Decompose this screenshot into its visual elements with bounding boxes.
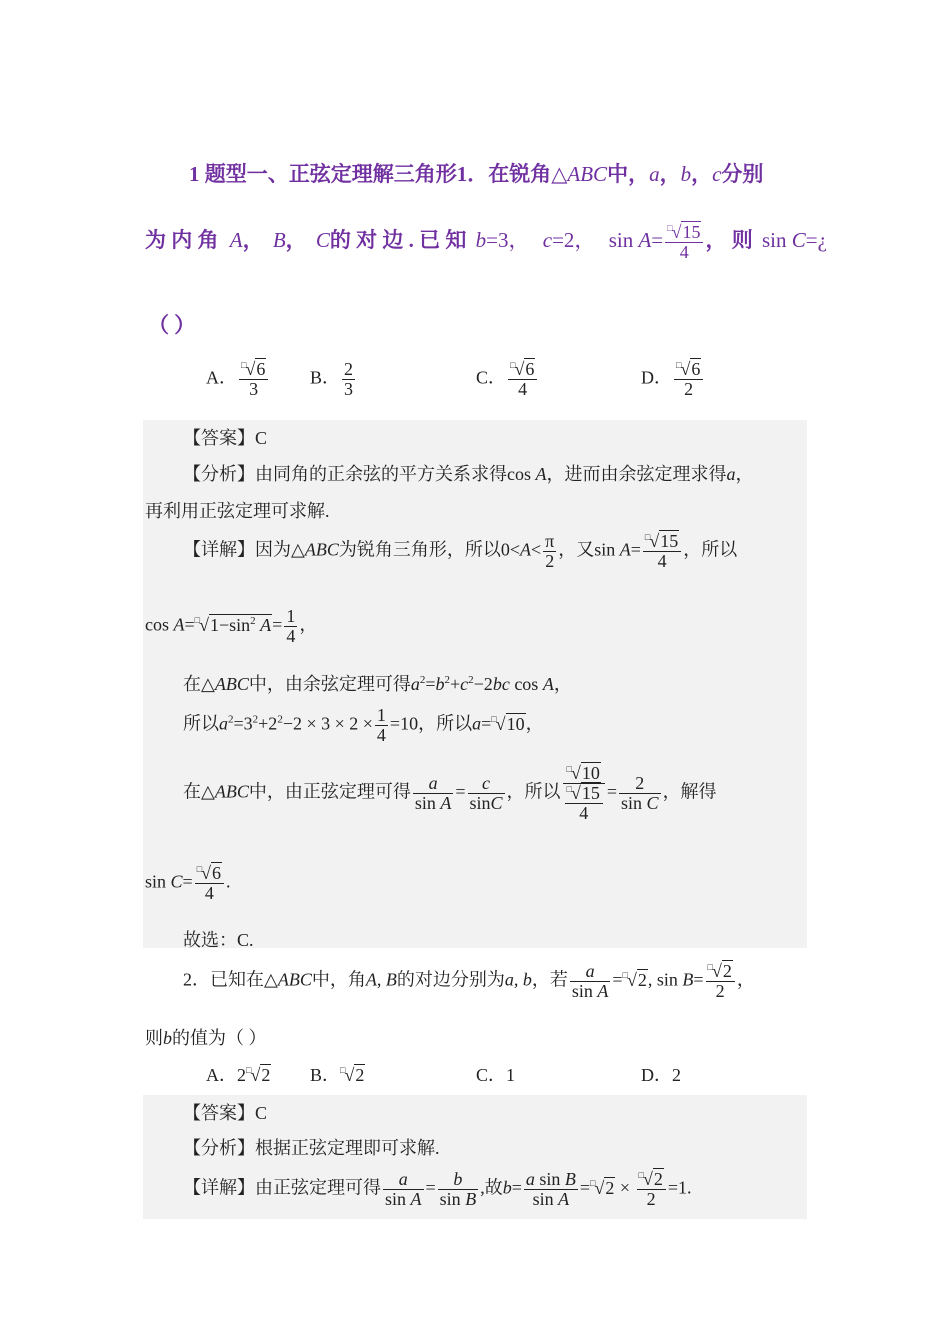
q1-analysis-line2: 再利用正弦定理可求解.: [145, 501, 330, 521]
q1-detail-line1: 【详解】因为△ABC为锐角三角形，所以0<A< $\frac{\pi}{2}$ ，又sin A= $\frac{^□√15}{4}$ ，所以: [183, 531, 738, 571]
q1-choice: 故选：C.: [183, 930, 254, 950]
q1-final-line: sin C= $\frac{^□√6}{4}$ .: [145, 863, 231, 903]
q2-option-b[interactable]: B．□√2: [310, 1065, 365, 1085]
q1-cosine-law-line: 在△ABC中，由余弦定理可得$a^2=b^2+c^2-2bc$ cos A，: [183, 674, 572, 694]
q1-option-c[interactable]: C． $\frac{^□√6}{4}$: [476, 360, 539, 399]
q1-analysis-line1: 【分析】由同角的正余弦的平方关系求得cos A，进而由余弦定理求得a，: [183, 464, 754, 484]
q2-stem-line1: 2．已知在△ABC中，角A, B的对边分别为a, b，若 $\frac{a}{\text{sin A}}$ =□√2, sin B= $\frac{^□√2}{2}$ ，: [183, 961, 755, 1001]
q1-compute-a-line: 所以$a^2=3^2+2^2-2 \times 3 \times 2$ × $\frac{1}{4}$ =10，所以a=□√10，: [183, 705, 544, 745]
q2-analysis: 【分析】根据正弦定理即可求解.: [183, 1138, 440, 1158]
q2-detail: 【详解】由正弦定理可得 $\frac{a}{\text{sin A}}$ = $\frac{b}{\text{sin B}}$ ,故b= $\frac{\text{a sin B}}{\text{sin A}}$ =□√2 × $\frac{^□√2}{2}$ =1.: [183, 1169, 692, 1209]
q1-stem-line1: 1 题型一、正弦定理解三角形1．在锐角△ABC中，a，b，c分别: [189, 162, 764, 186]
q2-stem-line2: 则b的值为（ ）: [145, 1028, 267, 1048]
q1-option-a[interactable]: A． $\frac{^□√6}{3}$: [206, 360, 270, 399]
q1-answer: 【答案】C: [183, 428, 268, 448]
q2-option-a[interactable]: A．2□√2: [206, 1065, 271, 1085]
q1-sine-law-line: 在△ABC中，由正弦定理可得 $\frac{a}{\text{sin A}}$ = $\frac{c}{\sin C}$ ，所以 $\frac{^□√10}{\frac{^□√15}{4}}$ = $\frac{2}{\text{sin C}}$ ，解得: [183, 763, 717, 823]
q1-answer-parens: （ ）: [148, 313, 196, 337]
q2-answer: 【答案】C: [183, 1103, 268, 1123]
q1-sinA-fraction: $\frac{^□√15}{4}$: [665, 223, 703, 262]
q1-cos-line: $\cos A=^□√1-\sin^2$ A= $\frac{1}{4}$ ，: [145, 606, 318, 646]
q1-option-b[interactable]: B． $\frac{2}{3}$: [310, 359, 354, 399]
q1-option-d[interactable]: D． $\frac{^□√6}{2}$: [641, 360, 705, 399]
q1-stem-line2: 为 内 角 A， B， C的 对 边 . 已 知 b=3， c=2， sin A= $\frac{^□√15}{4}$ ， 则 sin C=¿: [145, 222, 827, 262]
q2-option-d[interactable]: D．2: [641, 1065, 681, 1085]
q2-option-c[interactable]: C．1: [476, 1065, 516, 1085]
